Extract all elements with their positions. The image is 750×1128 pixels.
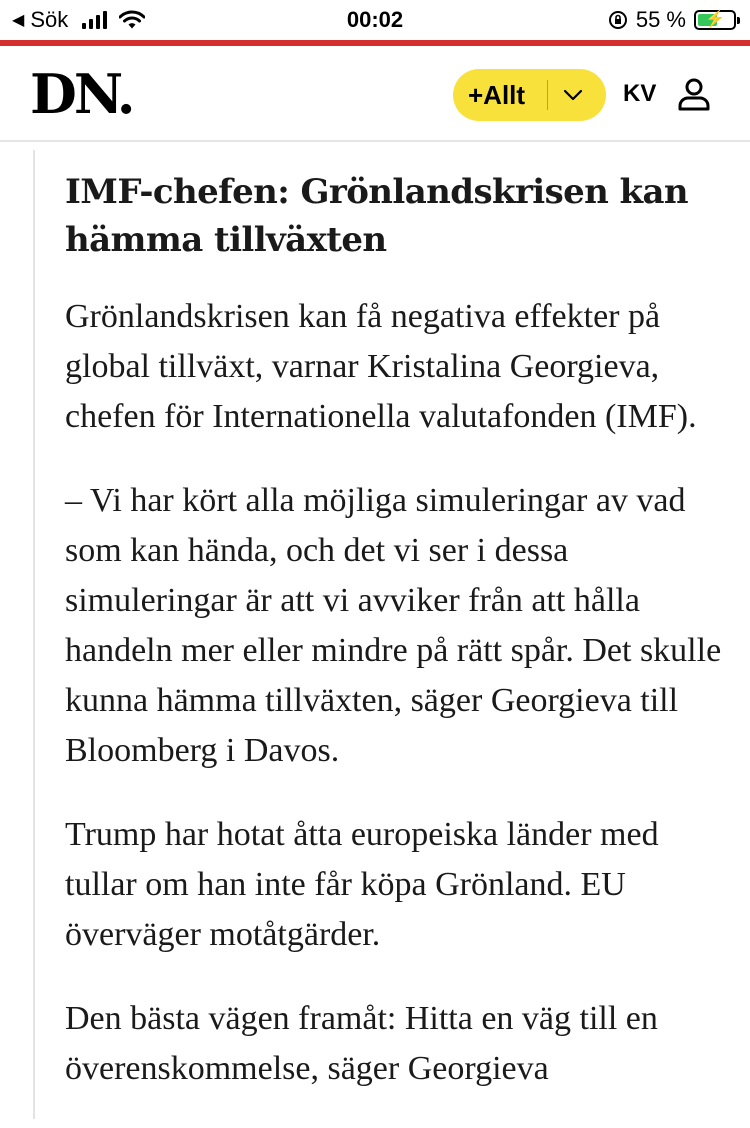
orientation-lock-icon (608, 10, 628, 30)
dn-logo[interactable]: DN. (30, 62, 133, 126)
chevron-down-icon (562, 84, 584, 106)
plus-button-label: +Allt (468, 79, 526, 110)
user-initials[interactable]: KV (623, 80, 657, 107)
article-paragraph: Den bästa vägen framåt: Hitta en väg till en överenskommelse, säger Georgieva (65, 1000, 658, 1087)
article-headline: IMF-chefen: Grönlandskrisen kan hämma tillväxten (65, 172, 689, 260)
article-paragraph: – Vi har kört alla möjliga simuleringar av vad som kan hända, och det vi ser i dessa simuleringar är att vi avviker från att hålla handeln mer eller mindre på rätt spår. Det skulle kunna hämma tillväxten, säger Georgieva till Bloomberg i Davos. (65, 482, 722, 769)
battery-percent: 55 % (635, 7, 686, 32)
button-divider (547, 80, 548, 110)
battery-icon (694, 10, 736, 30)
status-bar (0, 0, 750, 40)
back-arrow-icon: ◀ (12, 12, 25, 29)
article-paragraph: Trump har hotat åtta europeiska länder med tullar om han inte får köpa Grönland. EU överväger motåtgärder. (65, 816, 659, 953)
site-header (0, 46, 750, 142)
article-paragraph: Grönlandskrisen kan få negativa effekter på global tillväxt, varnar Kristalina Georgieva, chefen för Internationella valutafonden (IMF). (65, 298, 697, 435)
article (65, 168, 735, 1128)
plus-menu-button[interactable] (453, 69, 606, 121)
back-label: Sök (30, 7, 69, 32)
user-icon[interactable] (676, 76, 712, 112)
clock: 00:02 (346, 7, 404, 32)
charging-bolt-icon: ⚡ (705, 11, 725, 28)
article-rail (33, 150, 35, 1119)
